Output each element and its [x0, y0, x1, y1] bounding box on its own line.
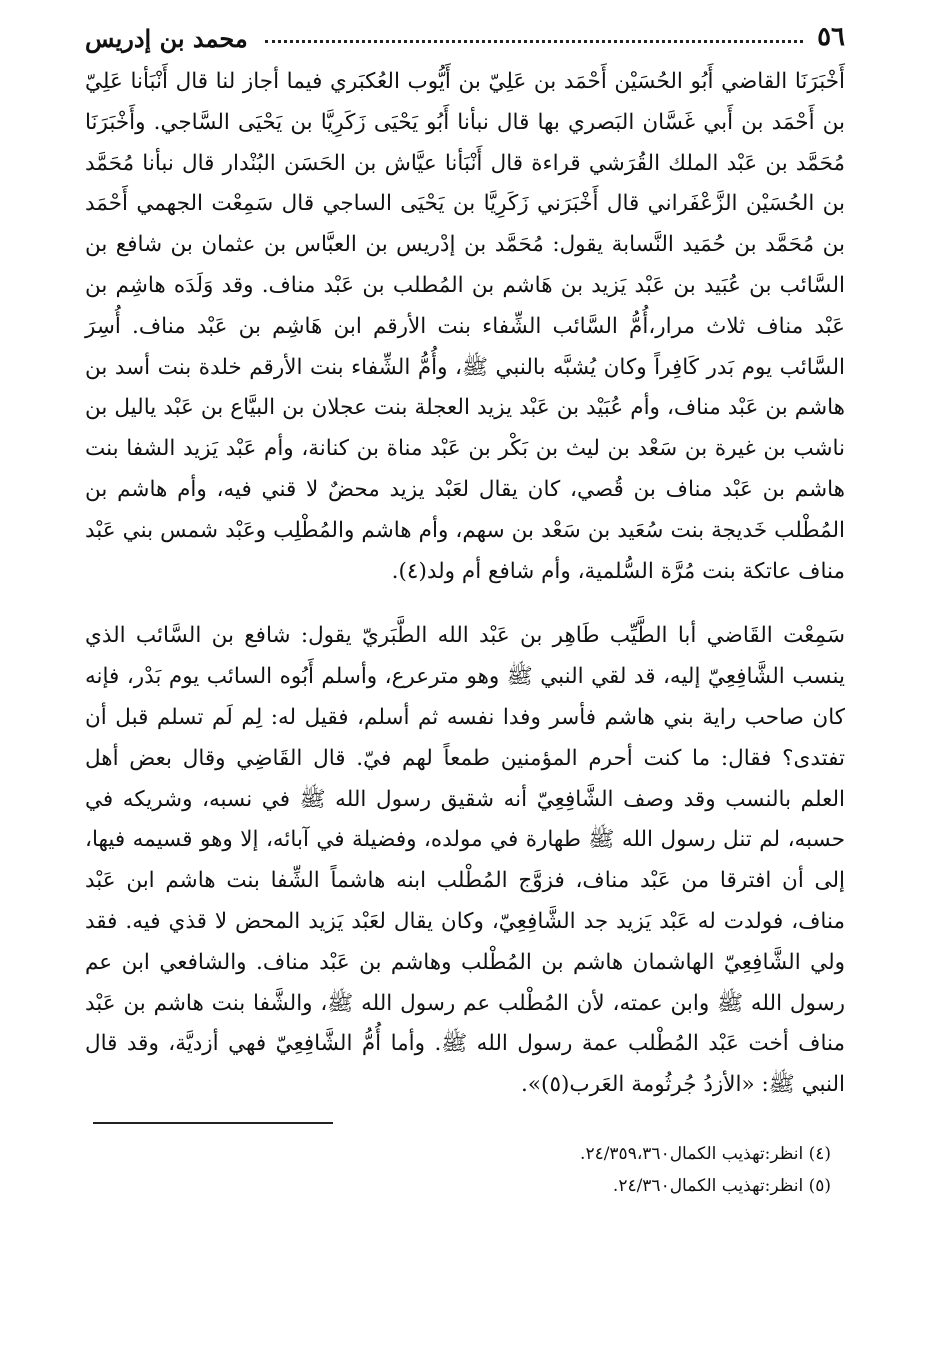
page-header — [85, 18, 845, 60]
footnote-4: (٤) انظر:تهذيب الكمال٢٤/٣٥٩،٣٦٠. — [580, 1143, 831, 1164]
body-paragraph-1: أَخْبَرَنَا القاضي أَبُو الحُسَيْن أَحْمَد بن عَلِيّ بن أَيُّوب العُكبَري فيما أجاز لنا قال أَنْبَأنا عَلِيّ بن أَحْمَد بن أَبي غَسَّان البَصري بها قال نبأنا أَبُو يَحْيَى زَكَرِيَّا بن يَحْيَى السَّاجي. وأَخْبَرَنَا مُحَمَّد بن عَبْد الملك القُرَشي قراءة قال أَنْبَأنا عيَّاش بن الحَسَن البُنْدار قال نبأنا مُحَمَّد بن الحُسَيْن الزَّعْفَراني قال أَخْبَرَني زَكَرِيَّا بن يَحْيَى الساجي قال سَمِعْت الجهمي أَحْمَد بن مُحَمَّد بن حُمَيد النَّسابة يقول: مُحَمَّد بن إدْريس بن العبَّاس بن عثمان بن شافع بن السَّائب بن عُبَيد بن عَبْد يَزيد بن هَاشم بن المُطلب بن عَبْد مناف. وقد وَلَدَه هاشِم بن عَبْد مناف ثلاث مرار،أُمُّ السَّائب الشِّفاء بنت الأرقم ابن هَاشِم بن عَبْد مناف. أُسِرَ السَّائب يوم بَدر كَافِراً وكان يُشبَّه بالنبي ﷺ، وأُمُّ الشِّفاء بنت الأرقم خلدة بنت أسد بن هاشم بن عَبْد مناف، وأم عُبَيْد بن عَبْد يزيد العجلة بنت عجلان بن البيَّاع بن عَبْد ياليل بن ناشب بن غيرة بن سَعْد بن ليث بن بَكْر بن عَبْد مناة بن كنانة، وأم عَبْد يَزيد الشفا بنت هاشم بن عَبْد مناف بن قُصي، كان يقال لعَبْد يزيد محضٌ لا قني فيه، وأم هاشم بن المُطْلب خَديجة بنت سُعَيد بن سَعْد بن سهم، وأم هاشم والمُطْلِب وعَبْد شمس بني عَبْد مناف عاتكة بنت مُرَّة السُّلمية، وأم شافع أم ولد(٤). — [85, 69, 845, 584]
footnote-5: (٥) انظر:تهذيب الكمال٢٤/٣٦٠. — [612, 1175, 831, 1196]
footnotes — [85, 1138, 845, 1202]
body-paragraph-2: سَمِعْت القَاضي أبا الطَّيِّب طَاهِر بن عَبْد الله الطَّبَريّ يقول: شافع بن السَّائب الذي ينسب الشَّافِعِيّ إليه، قد لقي النبي ﷺ وهو مترعرع، وأسلم أَبُوه السائب يوم بَدْر، فإنه كان صاحب راية بني هاشم فأسر وفدا نفسه ثم أسلم، فقيل له: لِم لَم تسلم قبل أن تفتدى؟ فقال: ما كنت أحرم المؤمنين طمعاً لهم فيّ. قال القَاضِي وقال بعض أهل العلم بالنسب وقد وصف الشَّافِعِيّ أنه شقيق رسول الله ﷺ في نسبه، وشريكه في حسبه، لم تنل رسول الله ﷺ طهارة في مولده، وفضيلة في آبائه، إلا وهو قسيمه فيها، إلى أن افترقا من عَبْد مناف، فزوَّج المُطْلب ابنه هاشماً الشِّفا بنت هاشم ابن عَبْد مناف، فولدت له عَبْد يَزيد جد الشَّافِعِيّ، وكان يقال لعَبْد يَزيد المحض لا قذي فيه. فقد ولي الشَّافِعِيّ الهاشمان هاشم بن المُطْلب وهاشم بن عَبْد مناف. والشافعي ابن عم رسول الله ﷺ وابن عمته، لأن المُطْلب عم رسول الله ﷺ، والشَّفا بنت هاشم بن عَبْد مناف أخت عَبْد المُطْلب عمة رسول الله ﷺ. وأما أُمُّ الشَّافِعِيّ فهي أزديَّة، وقد قال النبي ﷺ: «الأزدُ جُرثُومة العَرب(٥)». — [85, 623, 845, 1098]
page-number: ٥٦ — [817, 22, 845, 52]
header-dotted-leader — [265, 40, 803, 43]
running-title: محمد بن إدريس — [85, 24, 248, 53]
footnote-separator — [93, 1122, 333, 1124]
document-page — [85, 18, 845, 1202]
